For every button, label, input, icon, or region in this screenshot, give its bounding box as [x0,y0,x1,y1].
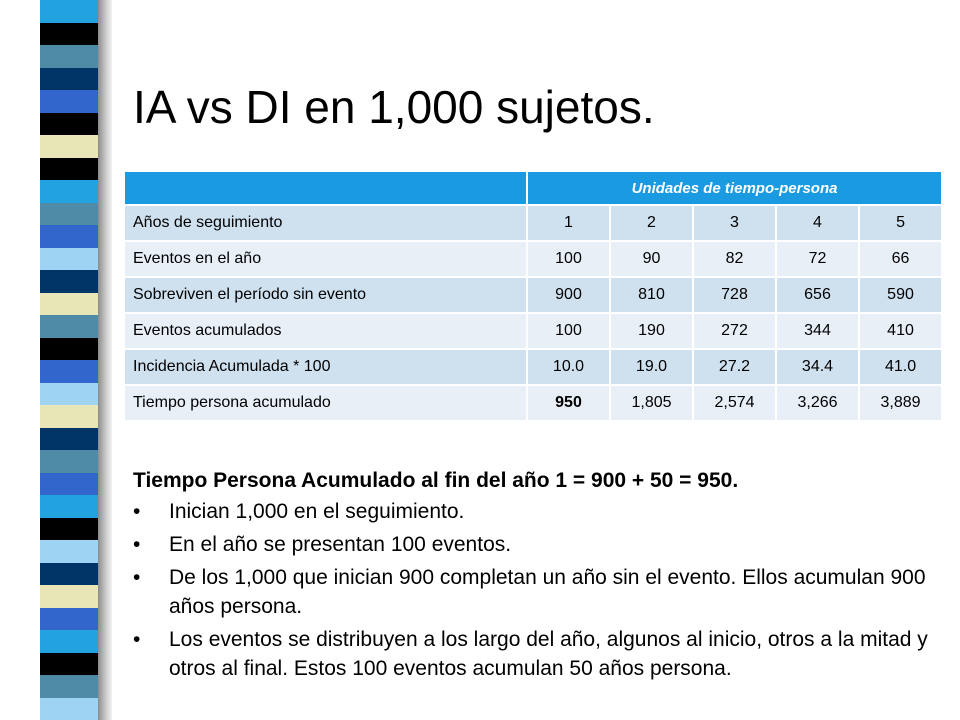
table-cell: 344 [776,313,859,349]
table-row [124,313,942,349]
table-cell: 5 [859,205,942,241]
table-cell: 2,574 [693,385,776,421]
decorative-stripe-bar [0,0,112,720]
table-cell: 72 [776,241,859,277]
list-item [133,497,943,526]
table-cell: 34.4 [776,349,859,385]
person-time-table [123,170,943,422]
stripe-segment [40,270,98,293]
table-cell: 3,266 [776,385,859,421]
table-cell: 41.0 [859,349,942,385]
stripe-segment [40,225,98,248]
table-row [124,277,942,313]
stripe-segment [40,518,98,541]
list-item [133,625,943,683]
table-header-title: Unidades de tiempo-persona [527,171,942,205]
stripe-segment [40,135,98,158]
notes-section [133,466,943,687]
table-cell: 900 [527,277,610,313]
stripe-segment [40,450,98,473]
stripe-segment [40,0,98,23]
notes-heading: Tiempo Persona Acumulado al fin del año 1 = 900 + 50 = 950. [133,469,739,492]
table-row [124,349,942,385]
table-cell: 410 [859,313,942,349]
list-item-text: En el año se presentan 100 eventos. [169,533,512,556]
bullet-icon: • [133,533,141,556]
row-label: Eventos acumulados [124,313,527,349]
table-cell: 1,805 [610,385,693,421]
table-row [124,205,942,241]
table-cell: 3 [693,205,776,241]
stripe-segment [40,698,98,720]
table-cell: 190 [610,313,693,349]
bullet-list [133,497,943,683]
table-cell: 100 [527,313,610,349]
table-cell: 590 [859,277,942,313]
stripe-segment [40,248,98,271]
table-cell: 27.2 [693,349,776,385]
table-cell: 66 [859,241,942,277]
list-item-text: Inician 1,000 en el seguimiento. [169,500,465,523]
list-item-text: De los 1,000 que inician 900 completan un año sin el evento. Ellos acumulan 900 años persona. [169,566,926,618]
bullet-icon: • [133,628,141,651]
table-cell: 2 [610,205,693,241]
table-header-row [124,171,942,205]
table-cell: 19.0 [610,349,693,385]
table-cell: 3,889 [859,385,942,421]
table-cell: 90 [610,241,693,277]
stripe-segment [40,563,98,586]
table-cell: 728 [693,277,776,313]
table-cell-highlight: 950 [527,385,610,421]
stripe-segment [40,180,98,203]
bullet-icon: • [133,500,141,523]
table-cell: 810 [610,277,693,313]
stripe-segment [40,383,98,406]
table-row [124,385,942,421]
stripe-segment [40,608,98,631]
table-cell: 1 [527,205,610,241]
row-label: Incidencia Acumulada * 100 [124,349,527,385]
stripe-shadow [98,0,112,720]
stripe-segment [40,495,98,518]
table-cell: 272 [693,313,776,349]
table-cell: 4 [776,205,859,241]
row-label: Eventos en el año [124,241,527,277]
stripe-segment [40,405,98,428]
table-cell: 10.0 [527,349,610,385]
table-cell: 82 [693,241,776,277]
row-label: Tiempo persona acumulado [124,385,527,421]
list-item-text: Los eventos se distribuyen a los largo del año, algunos al inicio, otros a la mitad y otros al final. Estos 100 eventos acumulan 50 años persona. [169,628,928,680]
table-cell: 100 [527,241,610,277]
stripe-column [40,0,98,720]
stripe-segment [40,675,98,698]
stripe-segment [40,23,98,46]
stripe-segment [40,90,98,113]
stripe-segment [40,585,98,608]
stripe-segment [40,158,98,181]
table-header-blank [124,171,527,205]
table-cell: 656 [776,277,859,313]
row-label: Años de seguimiento [124,205,527,241]
stripe-segment [40,45,98,68]
stripe-segment [40,540,98,563]
bullet-icon: • [133,566,141,589]
table-row [124,241,942,277]
list-item [133,563,943,621]
stripe-segment [40,203,98,226]
row-label: Sobreviven el período sin evento [124,277,527,313]
stripe-segment [40,315,98,338]
stripe-segment [40,360,98,383]
stripe-segment [40,473,98,496]
stripe-segment [40,630,98,653]
stripe-segment [40,428,98,451]
stripe-segment [40,293,98,316]
stripe-segment [40,338,98,361]
stripe-segment [40,68,98,91]
list-item [133,530,943,559]
stripe-segment [40,113,98,136]
stripe-segment [40,653,98,676]
page-title: IA vs DI en 1,000 sujetos. [133,81,655,133]
